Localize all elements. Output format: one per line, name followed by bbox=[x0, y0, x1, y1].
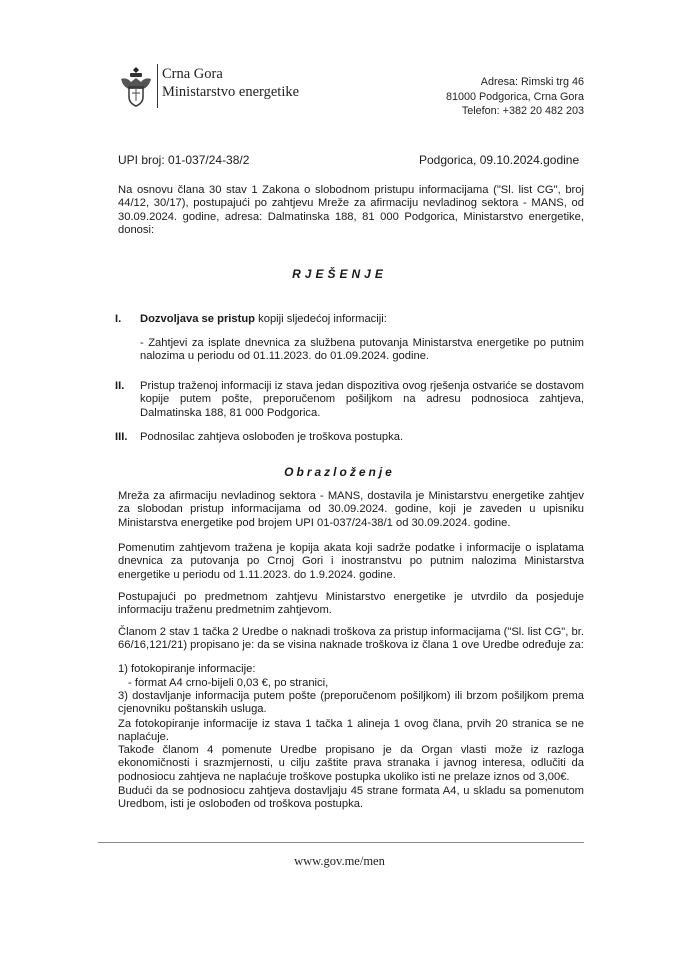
reasoning-paragraph: Budući da se podnosiocu zahtjeva dostavljaju 45 strane formata A4, u skladu sa pomenutom Uredbom, isti je oslobođen od troškova postupka. bbox=[118, 785, 584, 811]
decision-title: RJEŠENJE bbox=[292, 267, 387, 281]
item-2-text: Pristup traženoj informaciji iz stava jedan dispozitiva ovog rješenja ostvariće se dostavom kopije putem pošte, preporučenom pošiljkom na adresu podnosioca zahtjeva, Dalmatinska 188, 81 000 Podgorica. bbox=[140, 380, 584, 419]
reasoning-paragraph: Mreža za afirmaciju nevladinog sektora - MANS, dostavila je Ministarstvu energetike zahtjev za slobodan pristup informacijama od 30.09.2024. godine, koji je zaveden u upisniku Ministarstva energetike pod brojem UPI 01-037/24-38/1 od 30.09.2024. godine. bbox=[118, 490, 584, 529]
item-number: I. bbox=[115, 313, 122, 325]
ministry-name: Ministarstvo energetike bbox=[162, 84, 300, 100]
footer-divider bbox=[98, 842, 584, 843]
reasoning-paragraph: Pomenutim zahtjevom tražena je kopija akata koji sadrže podatke i informacije o isplatama dnevnica za putovanja po Crnoj Gori i inostranstvu po putnim nalozima Ministarstva energetike u periodu od 1.11.2023. do 1.9.2024. godine. bbox=[118, 542, 584, 581]
reasoning-paragraph: Postupajući po predmetnom zahtjevu Ministarstvo energetike je utvrdilo da posjeduje informaciju traženu predmetnim zahtjevom. bbox=[118, 591, 584, 617]
list-item: 1) fotokopiranje informacije: bbox=[118, 663, 256, 675]
header-divider bbox=[157, 64, 158, 108]
reasoning-paragraph: Članom 2 stav 1 tačka 2 Uredbe o naknadi troškova za pristup informacijama ("Sl. list CG", br. 66/16,121/21) propisano je: da se visina naknade troškova iz člana 1 ove Uredbe određuje za: bbox=[118, 626, 584, 652]
phone-line: Telefon: +382 20 482 203 bbox=[461, 105, 584, 117]
item-number: III. bbox=[115, 431, 128, 443]
address-line: 81000 Podgorica, Crna Gora bbox=[445, 90, 584, 103]
ministry-header bbox=[162, 65, 299, 101]
list-item: 3) dostavljanje informacija putem pošte (preporučenom pošiljkom) ili brzom pošiljkom prema cjenovniku poštanskih usluga. bbox=[118, 690, 584, 716]
footer-website-link[interactable]: www.gov.me/men bbox=[294, 854, 385, 868]
item-1-text bbox=[140, 313, 584, 326]
ministry-address bbox=[446, 75, 584, 119]
item-3-text: Podnosilac zahtjeva oslobođen je troškova postupka. bbox=[140, 431, 404, 443]
list-item: - format A4 crno-bijeli 0,03 €, po stranici, bbox=[128, 677, 329, 689]
country-name: Crna Gora bbox=[162, 66, 223, 82]
item-1-subitem: - Zahtjevi za isplate dnevnica za službena putovanja Ministarstva energetike po putnim nalozima u periodu od 01.11.2023. do 01.09.2024. godine. bbox=[140, 337, 584, 363]
reasoning-title: Obrazloženje bbox=[284, 465, 395, 479]
item-1-bold: Dozvoljava se pristup bbox=[140, 313, 256, 325]
address-line: Adresa: Rimski trg 46 bbox=[480, 76, 584, 88]
intro-paragraph: Na osnovu člana 30 stav 1 Zakona o slobodnom pristupu informacijama ("Sl. list CG", broj 44/12, 30/17), postupajući po zahtjevu Mreže za afirmaciju nevladinog sektora - MANS, od 30.09.2024. godine, adresa: Dalmatinska 188, 81 000 Podgorica, Ministarstvo energetike, donosi: bbox=[118, 184, 584, 237]
item-number: II. bbox=[115, 380, 125, 392]
item-1-rest: kopiji sljedećoj informaciji: bbox=[255, 313, 387, 325]
document-date: Podgorica, 09.10.2024.godine bbox=[419, 153, 580, 167]
reasoning-paragraph: Za fotokopiranje informacije iz stava 1 tačka 1 alineja 1 ovog člana, prvih 20 stranica se ne naplaćuje. bbox=[118, 718, 584, 744]
reasoning-paragraph: Takođe članom 4 pomenute Uredbe propisano je da Organ vlasti može iz razloga ekonomičnosti i srazmjernosti, u cilju zaštite prava stranaka i javnog interesa, odlučiti da podnosiocu zahtjeva ne naplaćuje troškove postupka ukoliko isti ne prelaze iznos od 3,00€. bbox=[118, 744, 584, 783]
upi-number: UPI broj: 01-037/24-38/2 bbox=[118, 153, 250, 167]
montenegro-coat-of-arms-icon bbox=[117, 65, 155, 109]
